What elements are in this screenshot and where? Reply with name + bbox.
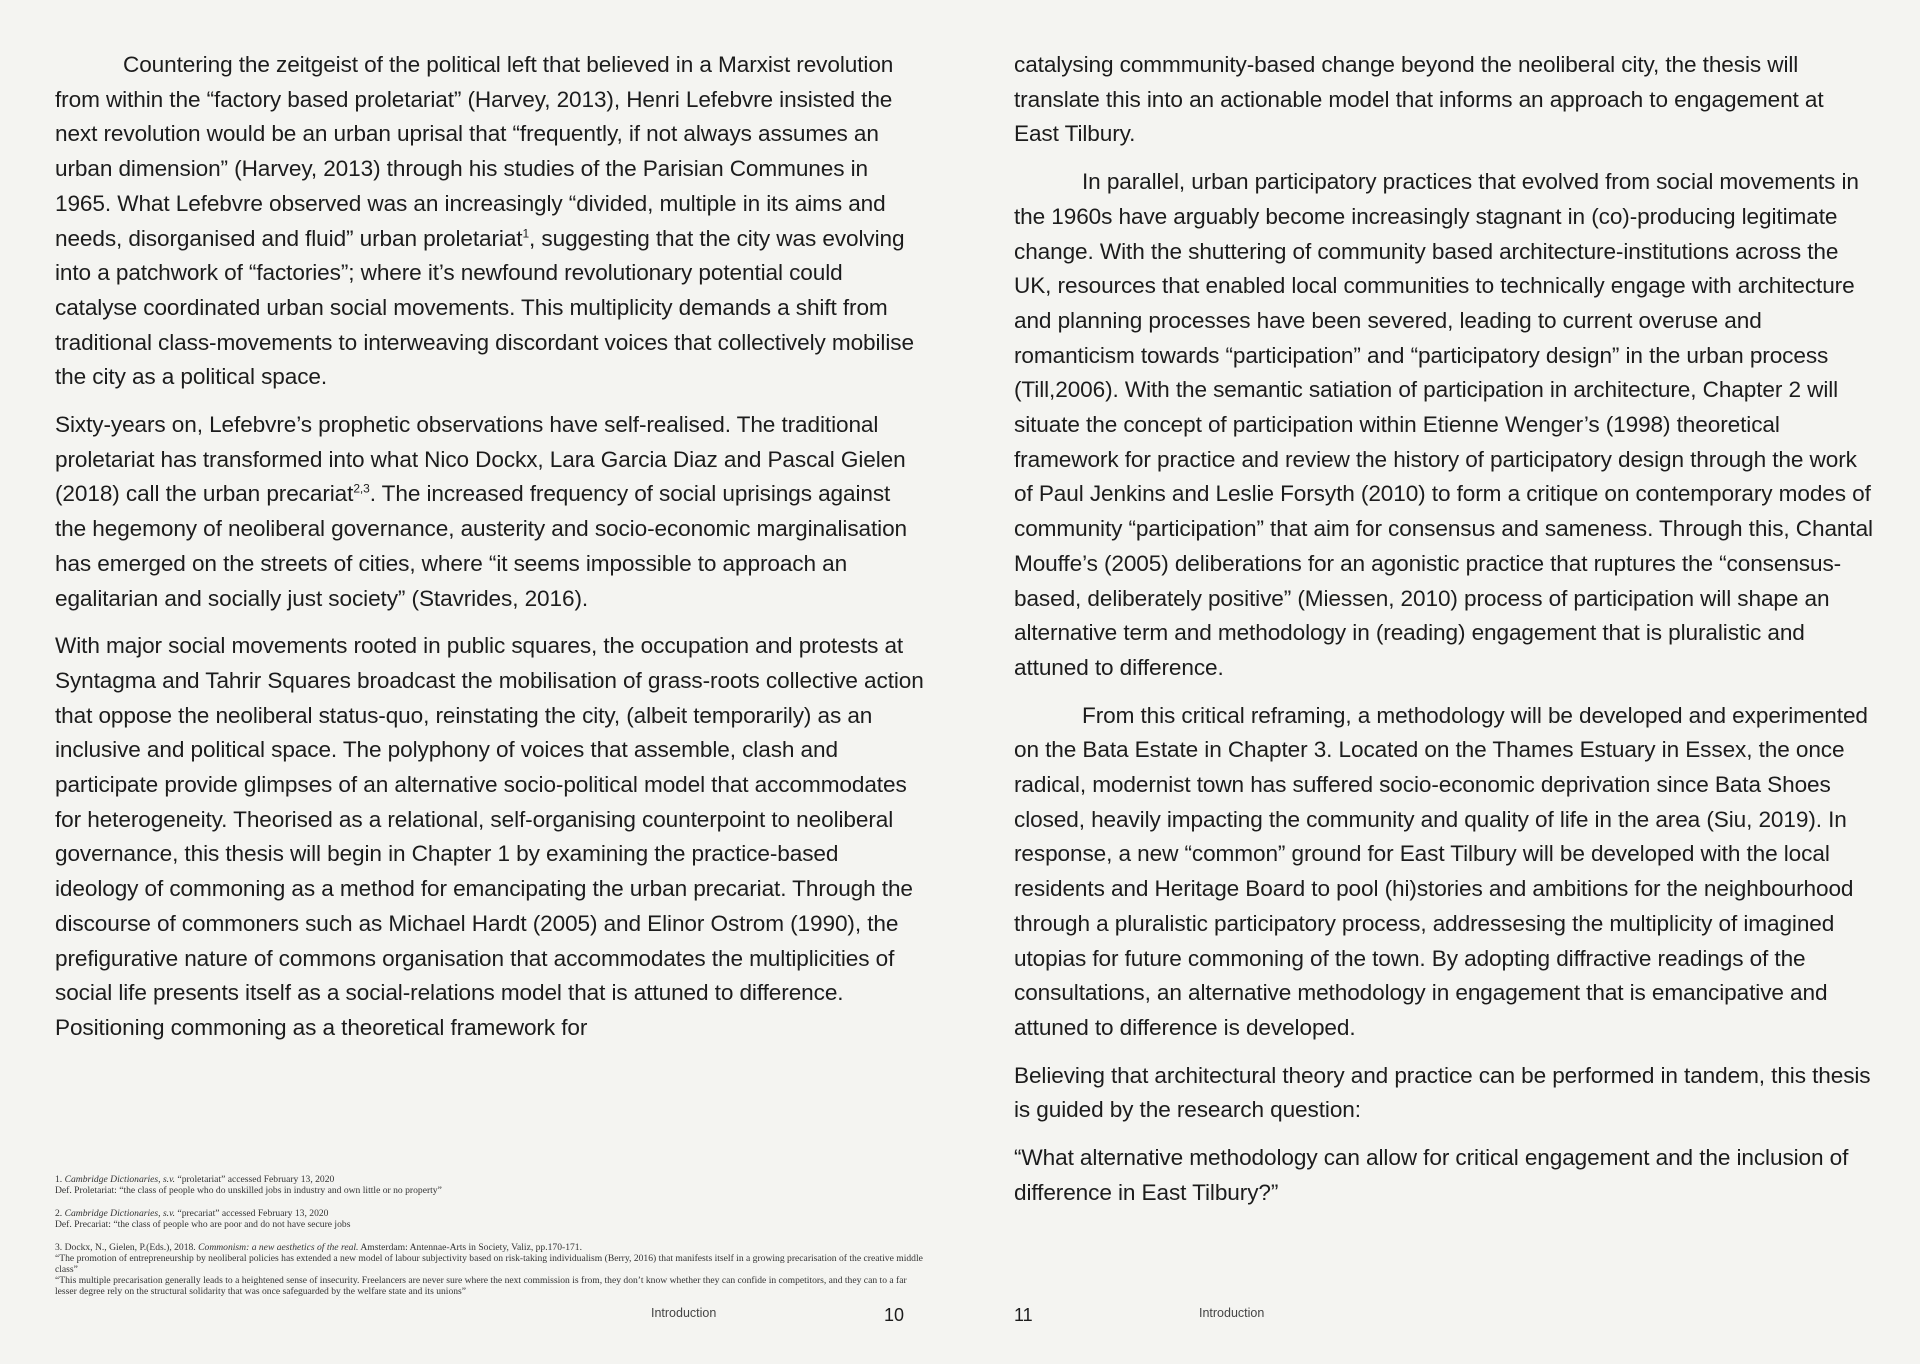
left-body-text <box>55 48 925 1059</box>
research-question: “What alternative methodology can allow for critical engagement and the inclusion of difference in East Tilbury?” <box>1014 1145 1849 1205</box>
paragraph: catalysing commmunity-based change beyond the neoliberal city, the thesis will translate this into an actionable model that informs an approach to engagement at East Tilbury. <box>1014 52 1824 147</box>
footnote-1: 1. Cambridge Dictionaries, s.v. “proletariat” accessed February 13, 2020 Def. Proletariat: “the class of people who do unskilled jobs in industry and own little or no property” <box>55 1174 442 1196</box>
footnotes <box>55 1174 925 1297</box>
footnote-ref[interactable]: 1 <box>522 225 530 240</box>
paragraph: Believing that architectural theory and practice can be performed in tandem, this thesis is guided by the research question: <box>1014 1062 1871 1123</box>
paragraph: With major social movements rooted in public squares, the occupation and protests at Syntagma and Tahrir Squares broadcast the mobilisation of grass-roots collective action that oppose the neoliberal status-quo, reinstating the city, (albeit temporarily) as an inclusive and political space. The polyphony of voices that assemble, clash and participate provide glimpses of an alternative socio-political model that accommodates for heterogeneity. Theorised as a relational, self-organising counterpoint to neoliberal governance, this thesis will begin in Chapter 1 by examining the practice-based ideology of commoning as a method for emancipating the urban precariat. Through the discourse of commoners such as Michael Hardt (2005) and Elinor Ostrom (1990), the prefigurative nature of commons organisation that accommodates the multiplicities of social life presents itself as a social-relations model that is attuned to difference. Positioning commoning as a theoretical framework for <box>55 633 924 1040</box>
right-body-text <box>1014 48 1874 1224</box>
paragraph: From this critical reframing, a methodology will be developed and experimented on the Bata Estate in Chapter 3. Located on the Thames Estuary in Essex, the once radical, modernist town has suffered socio-economic deprivation since Bata Shoes closed, heavily impacting the community and quality of life in the area (Siu, 2019). In response, a new “common” ground for East Tilbury will be developed with the local residents and Heritage Board to pool (hi)stories and ambitions for the neighbourhood through a pluralistic participatory process, addressesing the multiplicity of imagined utopias for future commoning of the town. By adopting diffractive readings of the consultations, an alternative methodology in engagement that is emancipative and attuned to difference is developed. <box>1014 702 1868 1040</box>
footnote-2: 2. Cambridge Dictionaries, s.v. “precariat” accessed February 13, 2020 Def. Precariat: “the class of people who are poor and do not have secure jobs <box>55 1208 351 1230</box>
paragraph: In parallel, urban participatory practices that evolved from social movements in the 1960s have arguably become increasingly stagnant in (co)-producing legitimate change. With the shuttering of community based architecture-institutions across the UK, resources that enabled local communities to technically engage with architecture and planning processes have been severed, leading to current overuse and romanticism towards “participation” and “participatory design” in the urban process (Till,2006). With the semantic satiation of participation in architecture, Chapter 2 will situate the concept of participation within Etienne Wenger’s (1998) theoretical framework for practice and review the history of participatory design through the work of Paul Jenkins and Leslie Forsyth (2010) to form a critique on contemporary modes of community “participation” that aim for consensus and sameness. Through this, Chantal Mouffe’s (2005) deliberations for an agonistic practice that ruptures the “consensus-based, deliberately positive” (Miessen, 2010) process of participation will shape an alternative term and methodology in (reading) engagement that is pluralistic and attuned to difference. <box>1014 169 1873 680</box>
running-head: Introduction <box>1199 1306 1265 1320</box>
running-head: Introduction <box>651 1306 717 1320</box>
paragraph: Sixty-years on, Lefebvre’s prophetic observations have self-realised. The traditional proletariat has transformed into what Nico Dockx, Lara Garcia Diaz and Pascal Gielen (2018) call the urban precariat$^{2,3}$. The increased frequency of social uprisings against the hegemony of neoliberal governance, austerity and socio-economic marginalisation has emerged on the streets of cities, where “it seems impossible to approach an egalitarian and socially just society” (Stavrides, 2016). <box>55 412 908 611</box>
left-page <box>55 0 925 1364</box>
page-number: 10 <box>884 1305 905 1325</box>
footnote-3: 3. Dockx, N., Gielen, P.(Eds.), 2018. Commonism: a new aesthetics of the real. Amsterdam: Antennae-Arts in Society, Valiz, pp.170-171. “The promotion of entrepreneurship by neoliberal policies has extended a new model of labour subjectivity based on risk-taking individualism (Berry, 2016) that manifests itself in a growing precarisation of the creative middle class” “This multiple precarisation generally leads to a heightened sense of insecurity. Freelancers are never sure where the next commission is from, they don’t know whether they can confide in competitors, and they can to a far lesser degree rely on the structural solidarity that was once safeguarded by the welfare state and its unions” <box>55 1242 923 1297</box>
paragraph: Countering the zeitgeist of the political left that believed in a Marxist revolution from within the “factory based proletariat” (Harvey, 2013), Henri Lefebvre insisted the next revolution would be an urban uprisal that “frequently, if not always assumes an urban dimension” (Harvey, 2013) through his studies of the Parisian Communes in 1965. What Lefebvre observed was an increasingly “divided, multiple in its aims and needs, disorganised and fluid” urban proletariat$^1$, suggesting that the city was evolving into a patchwork of “factories”; where it’s newfound revolutionary potential could catalyse coordinated urban social movements. This multiplicity demands a shift from traditional class-movements to interweaving discordant voices that collectively mobilise the city as a political space. <box>55 52 914 390</box>
page-number: 11 <box>1014 1305 1033 1325</box>
footnote-ref[interactable]: 2,3 <box>353 481 370 496</box>
right-page <box>1014 0 1874 1364</box>
